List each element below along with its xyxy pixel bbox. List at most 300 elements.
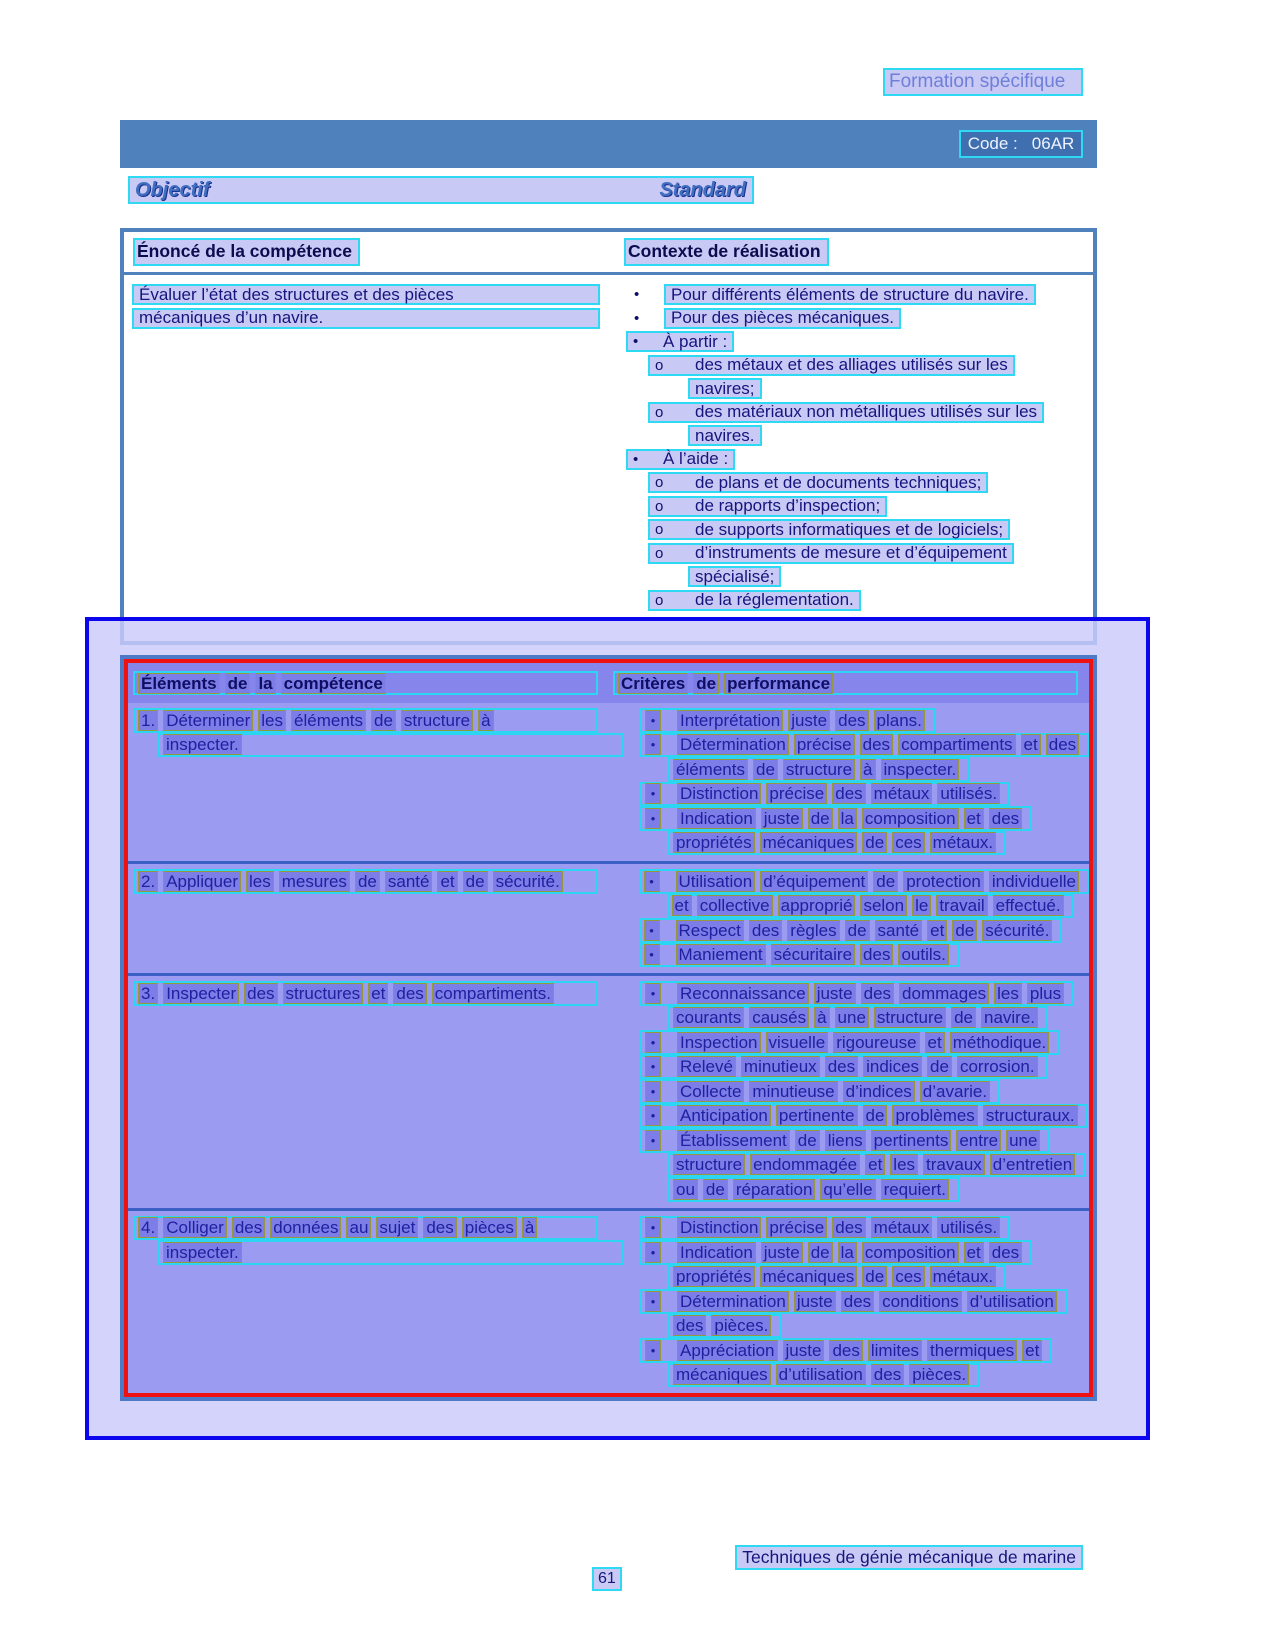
word-box: de [808,1242,833,1263]
word-box: pièces [462,1217,517,1238]
word-box: Reconnaissance [677,983,809,1004]
word-box: et [964,1242,984,1263]
word-box: limites [868,1340,922,1361]
word-box: dommages [899,983,989,1004]
word-box: mécaniques [760,1266,858,1287]
word-box: de [952,920,977,941]
highlight-line: navires; [688,378,762,399]
word-box: et [368,983,388,1004]
highlight-line: o de plans et de documents techniques; [648,472,988,493]
word-box: individuelle [989,871,1079,892]
word-box: santé [385,871,433,892]
word-box: de [463,871,488,892]
word-box: et [865,1154,885,1175]
word-box: Indication [677,808,756,829]
competence-table-body [124,275,1093,641]
bullet-circle-icon: o [655,497,664,515]
bullet-dot-icon: • [645,808,661,829]
bullet-dot-icon: • [645,1217,661,1238]
elements-table-inner [124,659,1093,1397]
word-box: à [860,759,875,780]
criteria-line [640,1128,1050,1153]
highlight-line: o de supports informatiques et de logiciels; [648,519,1010,540]
word-box: des [749,920,782,941]
criteria-cell [608,981,1089,1202]
word-box: plans. [874,710,925,731]
word-box: Collecte [677,1081,744,1102]
word-box: une [835,1007,869,1028]
word-box: d’équipement [760,871,868,892]
word-box: ou [673,1179,698,1200]
word-box: composition [862,808,959,829]
word-box: Inspecter [163,983,239,1004]
word-box: ces [892,1266,924,1287]
criteria-line [640,733,1089,758]
statement-line [132,283,612,307]
page-number-text: 61 [598,1570,616,1587]
contexte-cell [612,283,1093,641]
word-box: règles [787,920,839,941]
criteria-line [668,831,1006,856]
word-box: des [829,1340,862,1361]
word-box: problèmes [892,1105,977,1126]
word-box: des [861,983,894,1004]
word-box: sécurité. [982,920,1052,941]
element-line [133,981,598,1006]
header-bar [120,120,1097,168]
highlight-line: Pour des pièces mécaniques. [664,308,901,329]
word-box: précise [794,734,855,755]
word-box: les [890,1154,918,1175]
word-box: mesures [279,871,350,892]
formation-label [883,68,1083,96]
word-box: minutieuse [749,1081,837,1102]
word-box: les [246,871,274,892]
word-box: santé [875,920,923,941]
word-box: métaux [871,1217,933,1238]
word-box: structuraux. [983,1105,1078,1126]
word-box: d’indices [843,1081,915,1102]
word-box: Éléments [138,673,220,694]
word-box: métaux. [930,832,996,853]
word-box: protection [903,871,984,892]
criteria-line [640,806,1032,831]
word-box: Respect [676,920,744,941]
bullet-dot-icon: • [645,710,661,731]
word-box: compétence [281,673,386,694]
word-box: inspecter. [163,734,242,755]
word-box: Appréciation [677,1340,778,1361]
element-line [158,733,623,758]
word-box: ces [892,832,924,853]
word-box: pièces. [909,1364,969,1385]
word-box: propriétés [673,832,755,853]
word-box: Détermination [677,734,789,755]
word-box: de [863,1105,888,1126]
highlight-line: o d’instruments de mesure et d’équipement [648,543,1014,564]
bullet-dot-icon: • [645,1130,661,1151]
word-box: pièces. [711,1315,771,1336]
bullet-dot-icon: • [645,1242,661,1263]
word-box: de [845,920,870,941]
highlight-line: Pour différents éléments de structure du navire. [664,284,1036,305]
word-box: liens [825,1130,866,1151]
word-box: courants [673,1007,744,1028]
highlight-line: o des métaux et des alliages utilisés sur les [648,355,1015,376]
word-box: à [522,1217,537,1238]
criteria-line [639,869,1090,894]
criteria-line [639,943,959,968]
word-box: compartiments [898,734,1015,755]
context-line [612,589,1093,613]
code-label [959,130,1083,158]
word-box: des [423,1217,456,1238]
word-box: juste [814,983,856,1004]
element-cell [128,981,608,1202]
criteria-line [668,1153,1085,1178]
word-box: les [994,983,1022,1004]
word-box: utilisés. [937,1217,1000,1238]
criteres-header [613,671,1078,696]
word-box: rigoureuse [833,1032,919,1053]
word-box: des [244,983,277,1004]
word-box: Relevé [677,1056,736,1077]
context-line [612,518,1093,542]
elements-header-cell [128,671,608,696]
word-box: métaux. [930,1266,996,1287]
context-line [612,495,1093,519]
word-box: Interprétation [677,710,783,731]
bullet-dot-icon: • [634,309,640,327]
table-row [128,703,1089,861]
word-box: des [832,1217,865,1238]
word-box: à [814,1007,829,1028]
word-box: pertinents [871,1130,952,1151]
word-box: structures [283,983,364,1004]
word-box: à [478,710,493,731]
word-box: structure [401,710,473,731]
enonce-header: Énoncé de la compétence [133,238,360,266]
word-box: minutieux [741,1056,820,1077]
word-box: et [925,1032,945,1053]
table-row [128,1208,1089,1394]
bullet-circle-icon: o [655,591,664,609]
word-box: d’utilisation [776,1364,866,1385]
element-line [133,869,598,894]
word-box: requiert. [881,1179,949,1200]
word-box: Déterminer [163,710,253,731]
word-box: et [1022,1340,1042,1361]
word-box: sécurité. [493,871,563,892]
elements-table-header [128,663,1089,703]
bullet-dot-icon: • [645,1105,661,1126]
word-box: de [862,1266,887,1287]
criteria-line [667,894,1074,919]
criteria-line [640,1338,1052,1363]
word-box: juste [783,1340,825,1361]
word-box: corrosion. [957,1056,1038,1077]
criteria-line [668,1314,781,1339]
word-box: Anticipation [677,1105,771,1126]
word-box: Distinction [677,1217,761,1238]
word-box: de [355,871,380,892]
context-line [612,565,1093,589]
word-box: causés [749,1007,809,1028]
word-box: indices [863,1056,922,1077]
word-box: structure [673,1154,745,1175]
bullet-dot-icon: • [645,1056,661,1077]
bullet-dot-icon: • [633,333,639,351]
word-box: données [270,1217,341,1238]
footer-program-text: Techniques de génie mécanique de marine [742,1547,1076,1567]
word-box: mécaniques [673,1364,771,1385]
bullet-circle-icon: o [655,356,664,374]
word-box: Colliger [163,1217,227,1238]
word-box: de [795,1130,820,1151]
element-line [133,1216,598,1241]
word-box: sécuritaire [771,944,855,965]
bullet-circle-icon: o [655,474,664,492]
criteria-line [639,918,1063,943]
item-number: 2. [138,871,158,892]
bullet-dot-icon: • [645,1081,661,1102]
context-line [612,401,1093,425]
annotation-overlay [85,617,1150,1440]
word-box: des [1046,734,1079,755]
bullet-circle-icon: o [655,521,664,539]
word-box: de [873,871,898,892]
word-box: métaux [871,783,933,804]
word-box: réparation [733,1179,816,1200]
word-box: juste [761,808,803,829]
highlight-line: o des matériaux non métalliques utilisés sur les [648,402,1044,423]
word-box: des [860,944,893,965]
formation-text: Formation spécifique [889,71,1066,92]
word-box: effectué. [993,895,1064,916]
word-box: entre [956,1130,1001,1151]
context-line [612,283,1093,307]
word-box: de [951,1007,976,1028]
word-box: de [862,832,887,853]
word-box: conditions [879,1291,962,1312]
word-box: juste [788,710,830,731]
standard-heading: Standard [659,178,746,201]
word-box: une [1006,1130,1040,1151]
word-box: composition [862,1242,959,1263]
bullet-dot-icon: • [645,783,661,804]
word-box: éléments [291,710,366,731]
word-box: d’utilisation [967,1291,1057,1312]
element-cell [128,1216,608,1388]
word-box: des [825,1056,858,1077]
word-box: thermiques [927,1340,1017,1361]
criteria-line [668,757,969,782]
word-box: utilisés. [937,783,1000,804]
enonce-cell [124,283,612,641]
word-box: endommagée [750,1154,860,1175]
word-box: structure [783,759,855,780]
highlight-line: • À l’aide : [626,449,735,470]
criteria-line [668,1363,979,1388]
word-box: la [255,673,275,694]
word-box: juste [794,1291,836,1312]
bullet-circle-icon: o [655,544,664,562]
word-box: performance [724,673,833,694]
context-line [612,377,1093,401]
bullet-dot-icon: • [644,920,660,941]
word-box: et [927,920,947,941]
word-box: outils. [898,944,948,965]
word-box: visuelle [766,1032,829,1053]
bullet-dot-icon: • [644,944,660,965]
word-box: des [989,808,1022,829]
word-box: d’avarie. [920,1081,990,1102]
elements-header [133,671,598,696]
code-value: 06AR [1031,134,1075,153]
objectif-heading: Objectif [135,178,210,201]
word-box: qu’elle [820,1179,875,1200]
criteria-line [640,1240,1032,1265]
word-box: la [838,808,857,829]
word-box: propriétés [673,1266,755,1287]
word-box: les [258,710,286,731]
word-box: des [989,1242,1022,1263]
criteres-header-cell [608,671,1089,696]
word-box: collective [697,895,773,916]
word-box: compartiments. [432,983,554,1004]
context-line [612,448,1093,472]
word-box: de [927,1056,952,1077]
word-box: de [225,673,251,694]
criteria-cell [607,869,1090,967]
criteria-line [640,1055,1048,1080]
code-prefix: Code : [967,134,1018,153]
bullet-dot-icon: • [645,1291,661,1312]
word-box: et [964,808,984,829]
word-box: des [673,1315,706,1336]
element-cell [128,869,607,967]
word-box: sujet [376,1217,418,1238]
criteria-line [668,1177,959,1202]
word-box: pertinente [776,1105,858,1126]
word-box: de [808,808,833,829]
competence-table [120,228,1097,645]
word-box: Utilisation [676,871,756,892]
highlight-line: Évaluer l’état des structures et des pièces [132,284,600,305]
word-box: selon [860,895,907,916]
criteria-line [640,981,1074,1006]
bullet-dot-icon: • [645,983,661,1004]
element-line [133,708,598,733]
word-box: Maniement [676,944,766,965]
word-box: Distinction [677,783,761,804]
highlight-line: navires. [688,425,762,446]
word-box: des [393,983,426,1004]
criteria-line [640,1079,1000,1104]
word-box: Détermination [677,1291,789,1312]
contexte-header: Contexte de réalisation [624,238,829,266]
word-box: des [871,1364,904,1385]
word-box: travaux [923,1154,985,1175]
word-box: des [832,783,865,804]
word-box: éléments [673,759,748,780]
word-box: Appliquer [163,871,241,892]
criteria-cell [608,1216,1089,1388]
context-line [612,354,1093,378]
word-box: des [860,734,893,755]
word-box: et [437,871,457,892]
highlight-line: spécialisé; [688,566,781,587]
word-box: structure [874,1007,946,1028]
bullet-dot-icon: • [644,871,660,892]
word-box: Établissement [677,1130,790,1151]
elements-table [120,655,1097,1401]
bullet-circle-icon: o [655,403,664,421]
footer-program [735,1545,1083,1570]
criteria-line [640,1216,1010,1241]
page-number [592,1567,622,1591]
word-box: précise [766,1217,827,1238]
word-box: d’entretien [990,1154,1075,1175]
element-line [158,1240,623,1265]
criteria-line [668,1265,1006,1290]
item-number: 3. [138,983,158,1004]
criteria-line [640,1289,1067,1314]
context-line [612,330,1093,354]
word-box: précise [766,783,827,804]
bullet-dot-icon: • [645,1340,661,1361]
highlight-line: • À partir : [626,331,734,352]
context-line [612,542,1093,566]
context-line [612,424,1093,448]
word-box: méthodique. [950,1032,1050,1053]
word-box: Indication [677,1242,756,1263]
bullet-dot-icon: • [645,734,661,755]
word-box: plus [1027,983,1064,1004]
criteria-line [668,1006,1048,1031]
word-box: la [838,1242,857,1263]
objectif-standard-row [128,176,754,204]
item-number: 1. [138,710,158,731]
word-box: inspecter. [163,1242,242,1263]
highlight-line: o de la réglementation. [648,590,861,611]
word-box: de [753,759,778,780]
word-box: le [912,895,931,916]
bullet-dot-icon: • [645,1032,661,1053]
criteria-line [640,782,1010,807]
table-row [128,861,1089,973]
competence-table-header [124,232,1093,275]
word-box: mécaniques [760,832,858,853]
word-box: et [672,895,692,916]
context-line [612,471,1093,495]
word-box: inspecter. [881,759,960,780]
bullet-dot-icon: • [633,450,639,468]
word-box: des [841,1291,874,1312]
highlight-line: mécaniques d’un navire. [132,308,600,329]
context-line [612,307,1093,331]
bullet-dot-icon: • [634,286,640,304]
element-cell [128,708,608,855]
word-box: et [1021,734,1041,755]
word-box: Inspection [677,1032,761,1053]
word-box: juste [761,1242,803,1263]
word-box: au [346,1217,371,1238]
word-box: des [232,1217,265,1238]
criteria-line [640,708,935,733]
word-box: Critères [618,673,688,694]
highlight-line: o de rapports d’inspection; [648,496,887,517]
